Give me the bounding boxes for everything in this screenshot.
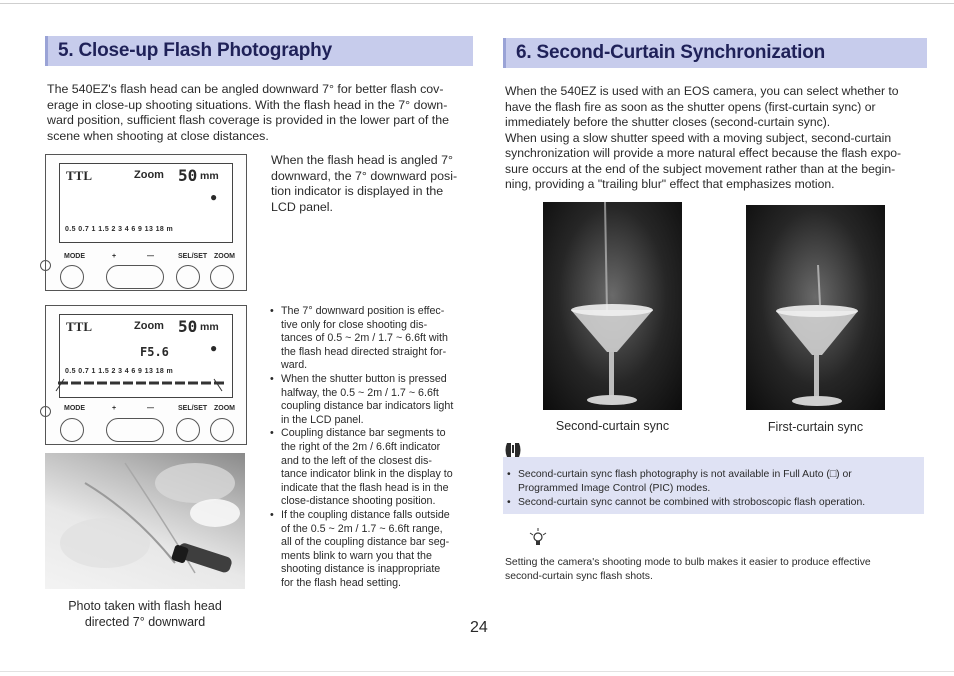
close-up-photo-caption: Photo taken with flash head directed 7° downward [68, 599, 222, 629]
close-up-bullets [270, 305, 475, 590]
lcd-distance-scale: 0.5 0.7 1 1.5 2 3 4 6 9 13 18 m [65, 368, 174, 375]
section-heading-second-curtain [503, 38, 927, 68]
lock-ring [40, 406, 51, 417]
lcd-zoom-label: Zoom [134, 320, 164, 332]
lock-ring [40, 260, 51, 271]
bullet-item: • Coupling distance bar segments to the right of the 2m / 6.6ft indicator and to the left of the closest dis- tance indicator blink in the display to indicate that the flash head is in the close-distance shooting position. [270, 427, 475, 509]
subject-icon: ● [210, 341, 218, 355]
plus-minus-button [106, 265, 164, 289]
top-rule [0, 3, 954, 4]
lcd-fstop: F5.6 [140, 345, 169, 359]
close-up-photo [45, 453, 245, 589]
lcd-zoom-value: 50 [178, 317, 198, 336]
sel-set-button [176, 265, 200, 289]
coupling-distance-bar [54, 373, 226, 399]
plus-minus-button [106, 418, 164, 442]
close-up-intro: The 540EZ's flash head can be angled downward 7° for better flash cov- erage in close-up shooting situations. With the flash head in the 7° down- ward position, sufficient flash coverage is provided in the lower part of the scene when shooting at close distances. [47, 82, 449, 143]
second-curtain-caption: Second-curtain sync [555, 419, 670, 433]
lcd-note: When the flash head is angled 7° downward, the 7° downward posi- tion indicator is displayed in the LCD panel. [271, 153, 458, 214]
second-curtain-intro: When the 540EZ is used with an EOS camera, you can select whether to have the flash fire as soon as the shutter opens (first-curtain sync) or immediately before the shutter closes (second-curtain sync). When using a slow shutter speed with a moving subject, second-curtain synchronization will provide a more natural effect because the flash expo- sure occurs at the end of the subject movement rather than at the begin- ning, providing a "trailing blur" effect that emphasizes motion. [505, 84, 902, 191]
sel-set-button [176, 418, 200, 442]
bullet-item: • The 7° downward position is effec- tive only for close shooting dis- tances of 0.5 ~ 2m / 1.7 ~ 6.6ft with the flash head directed straight for- ward. [270, 305, 475, 373]
lcd-screen [59, 163, 233, 243]
notice-item: • Second-curtain sync cannot be combined with stroboscopic flash operation. [507, 496, 925, 510]
notice-list [507, 468, 925, 510]
lcd-panel-normal: TTL Zoom 50 mm ● 0.5 0.7 1 1.5 2 3 4 6 9 13 18 m MODE + — SEL/SET ZOOM [45, 154, 247, 291]
heading-text: 5. Close-up Flash Photography [58, 40, 332, 61]
bullet-item: • If the coupling distance falls outside of the 0.5 ~ 2m / 1.7 ~ 6.6ft range, all of the coupling distance bar seg- ments blink to warn you that the shooting distance is inappropriate for the flash head setting. [270, 509, 475, 591]
lcd-zoom-value: 50 [178, 166, 198, 185]
first-curtain-caption: First-curtain sync [767, 420, 864, 434]
lcd-distance-scale: 0.5 0.7 1 1.5 2 3 4 6 9 13 18 m [65, 226, 174, 233]
lcd-unit: mm [200, 170, 219, 182]
bullet-item: • When the shutter button is pressed halfway, the 0.5 ~ 2m / 1.7 ~ 6.6ft coupling distance bar indicators light in the LCD panel. [270, 373, 475, 427]
lcd-ttl: TTL [66, 168, 93, 183]
martini-glass-illustration [746, 205, 885, 410]
lcd-ttl: TTL [66, 319, 93, 334]
flowers-illustration [45, 453, 245, 589]
mode-button [60, 418, 84, 442]
first-curtain-photo [746, 205, 885, 410]
section-heading-close-up [45, 36, 473, 66]
mode-button [60, 265, 84, 289]
subject-icon: ● [210, 190, 218, 204]
tip-text: Setting the camera's shooting mode to bulb makes it easier to produce effective second-curtain sync flash shots. [505, 557, 871, 582]
tip-lightbulb-icon [528, 527, 548, 547]
martini-glass-illustration [543, 202, 682, 410]
second-curtain-photo [543, 202, 682, 410]
lcd-screen [59, 314, 233, 398]
lcd-panel-angled: TTL Zoom 50 mm F5.6 ● 0.5 0.7 1 1.5 2 3 4 6 9 13 18 m MODE + — SEL/SET ZOOM [45, 305, 247, 445]
zoom-button [210, 418, 234, 442]
lcd-zoom-label: Zoom [134, 169, 164, 181]
page-number: 24 [470, 619, 488, 636]
zoom-button [210, 265, 234, 289]
heading-text: 6. Second-Curtain Synchronization [516, 42, 826, 63]
lcd-unit: mm [200, 321, 219, 333]
notice-item: • Second-curtain sync flash photography is not available in Full Auto (□) or Programmed Image Control (PIC) modes. [507, 468, 925, 496]
bottom-rule [0, 671, 954, 672]
